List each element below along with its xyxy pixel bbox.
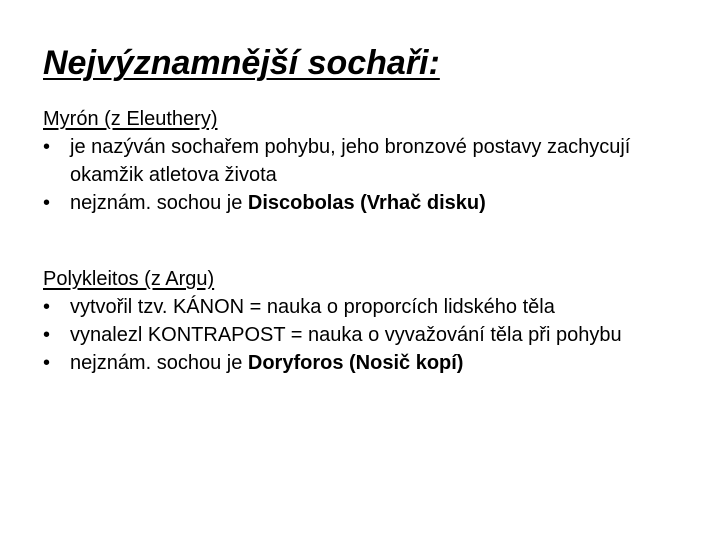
item-emphasis: Discobolas (Vrhač disku)	[247, 192, 486, 214]
bullet-icon: •	[43, 352, 51, 374]
list-item	[43, 321, 693, 349]
slide-title: Nejvýznamnější sochaři:	[43, 44, 440, 82]
section-heading: Myrón (z Eleuthery)	[43, 108, 218, 130]
list-item	[43, 133, 693, 189]
item-text: nejznám. sochou je	[70, 352, 248, 374]
bullet-icon: •	[43, 136, 51, 158]
item-emphasis: Doryforos (Nosič kopí)	[247, 352, 464, 374]
item-text: nejznám. sochou je	[70, 192, 248, 214]
section-polykleitos	[43, 265, 693, 377]
bullet-icon: •	[43, 192, 51, 214]
section-gap	[43, 217, 693, 265]
item-text: vytvořil tzv. KÁNON = nauka o proporcích lidského těla	[70, 296, 555, 318]
bullet-icon: •	[43, 296, 51, 318]
item-text: je nazýván sochařem pohybu, jeho bronzové postavy zachycují okamžik atletova života	[70, 136, 631, 186]
section-myron	[43, 105, 693, 217]
item-text: vynalezl KONTRAPOST = nauka o vyvažování těla při pohybu	[70, 324, 622, 346]
list-item	[43, 349, 693, 377]
bullet-icon: •	[43, 324, 51, 346]
bullet-list	[43, 133, 693, 217]
bullet-list	[43, 293, 693, 377]
section-heading: Polykleitos (z Argu)	[43, 268, 215, 290]
slide-content	[43, 105, 693, 377]
list-item	[43, 293, 693, 321]
list-item	[43, 189, 693, 217]
